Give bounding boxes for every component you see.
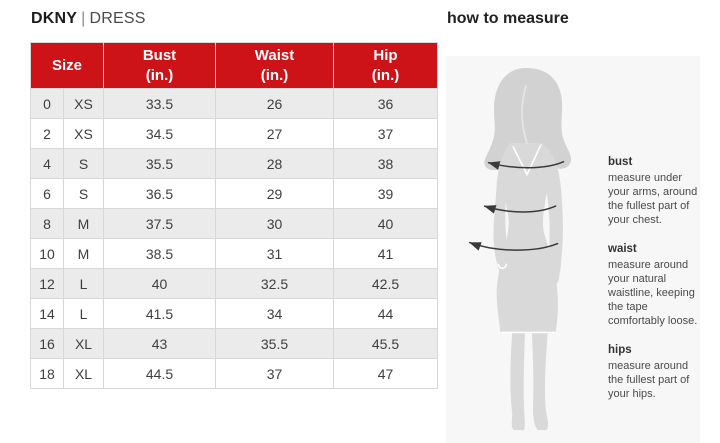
size-number-cell: 16 [31, 329, 63, 358]
bust-cell: 34.5 [104, 119, 215, 148]
waist-cell: 31 [216, 239, 333, 268]
bust-cell: 38.5 [104, 239, 215, 268]
hip-cell: 44 [334, 299, 437, 328]
column-header-waist: Waist (in.) [216, 43, 333, 88]
size-number-cell: 0 [31, 89, 63, 118]
size-letter-cell: M [64, 239, 103, 268]
bust-cell: 44.5 [104, 359, 215, 388]
table-row [31, 239, 437, 268]
size-letter-cell: XS [64, 89, 103, 118]
waist-cell: 26 [216, 89, 333, 118]
size-chart-header-row [31, 43, 437, 88]
column-header-size: Size [31, 43, 103, 88]
category-name: DRESS [89, 10, 146, 27]
bust-cell: 36.5 [104, 179, 215, 208]
measure-illustration-panel [446, 56, 700, 443]
hip-cell: 40 [334, 209, 437, 238]
left-leg-shape [510, 332, 525, 430]
brand-category-title [31, 10, 146, 28]
measure-instructions [608, 156, 698, 417]
size-number-cell: 14 [31, 299, 63, 328]
size-chart-body [31, 89, 437, 388]
table-row [31, 89, 437, 118]
table-row [31, 149, 437, 178]
measure-description: measure around the fullest part of your hips. [608, 360, 690, 400]
measure-description: measure around your natural waistline, keeping the tape comfortably loose. [608, 259, 698, 327]
measure-section-bust [608, 156, 698, 227]
brand-name: DKNY [31, 10, 78, 27]
size-number-cell: 12 [31, 269, 63, 298]
bust-cell: 40 [104, 269, 215, 298]
table-row [31, 299, 437, 328]
bust-cell: 35.5 [104, 149, 215, 178]
waist-cell: 37 [216, 359, 333, 388]
table-row [31, 119, 437, 148]
hip-cell: 41 [334, 239, 437, 268]
table-row [31, 209, 437, 238]
size-letter-cell: XL [64, 359, 103, 388]
size-letter-cell: L [64, 269, 103, 298]
how-to-measure-heading: how to measure [447, 10, 569, 27]
waist-cell: 28 [216, 149, 333, 178]
table-row [31, 359, 437, 388]
size-letter-cell: XS [64, 119, 103, 148]
title-separator: | [81, 10, 86, 27]
waist-cell: 27 [216, 119, 333, 148]
column-header-bust: Bust (in.) [104, 43, 215, 88]
waist-cell: 32.5 [216, 269, 333, 298]
size-letter-cell: S [64, 149, 103, 178]
size-number-cell: 4 [31, 149, 63, 178]
right-leg-shape [532, 332, 548, 430]
waist-cell: 35.5 [216, 329, 333, 358]
size-letter-cell: L [64, 299, 103, 328]
size-letter-cell: S [64, 179, 103, 208]
waist-cell: 34 [216, 299, 333, 328]
measure-label: bust [608, 156, 633, 168]
bust-cell: 41.5 [104, 299, 215, 328]
size-number-cell: 18 [31, 359, 63, 388]
bust-cell: 43 [104, 329, 215, 358]
hip-cell: 39 [334, 179, 437, 208]
size-number-cell: 8 [31, 209, 63, 238]
bust-cell: 37.5 [104, 209, 215, 238]
size-number-cell: 6 [31, 179, 63, 208]
measure-label: waist [608, 243, 637, 255]
hip-cell: 42.5 [334, 269, 437, 298]
bust-cell: 33.5 [104, 89, 215, 118]
table-row [31, 329, 437, 358]
hip-cell: 38 [334, 149, 437, 178]
waist-cell: 29 [216, 179, 333, 208]
measure-description: measure under your arms, around the fullest part of your chest. [608, 172, 698, 226]
measure-section-hips [608, 344, 698, 401]
size-number-cell: 10 [31, 239, 63, 268]
measure-section-waist [608, 243, 698, 328]
woman-silhouette-figure [454, 64, 604, 439]
size-chart-table [30, 42, 438, 389]
size-letter-cell: M [64, 209, 103, 238]
hip-cell: 47 [334, 359, 437, 388]
hip-cell: 37 [334, 119, 437, 148]
hip-cell: 36 [334, 89, 437, 118]
size-letter-cell: XL [64, 329, 103, 358]
measure-label: hips [608, 344, 632, 356]
waist-cell: 30 [216, 209, 333, 238]
table-row [31, 179, 437, 208]
hip-cell: 45.5 [334, 329, 437, 358]
table-row [31, 269, 437, 298]
column-header-hip: Hip (in.) [334, 43, 437, 88]
size-number-cell: 2 [31, 119, 63, 148]
